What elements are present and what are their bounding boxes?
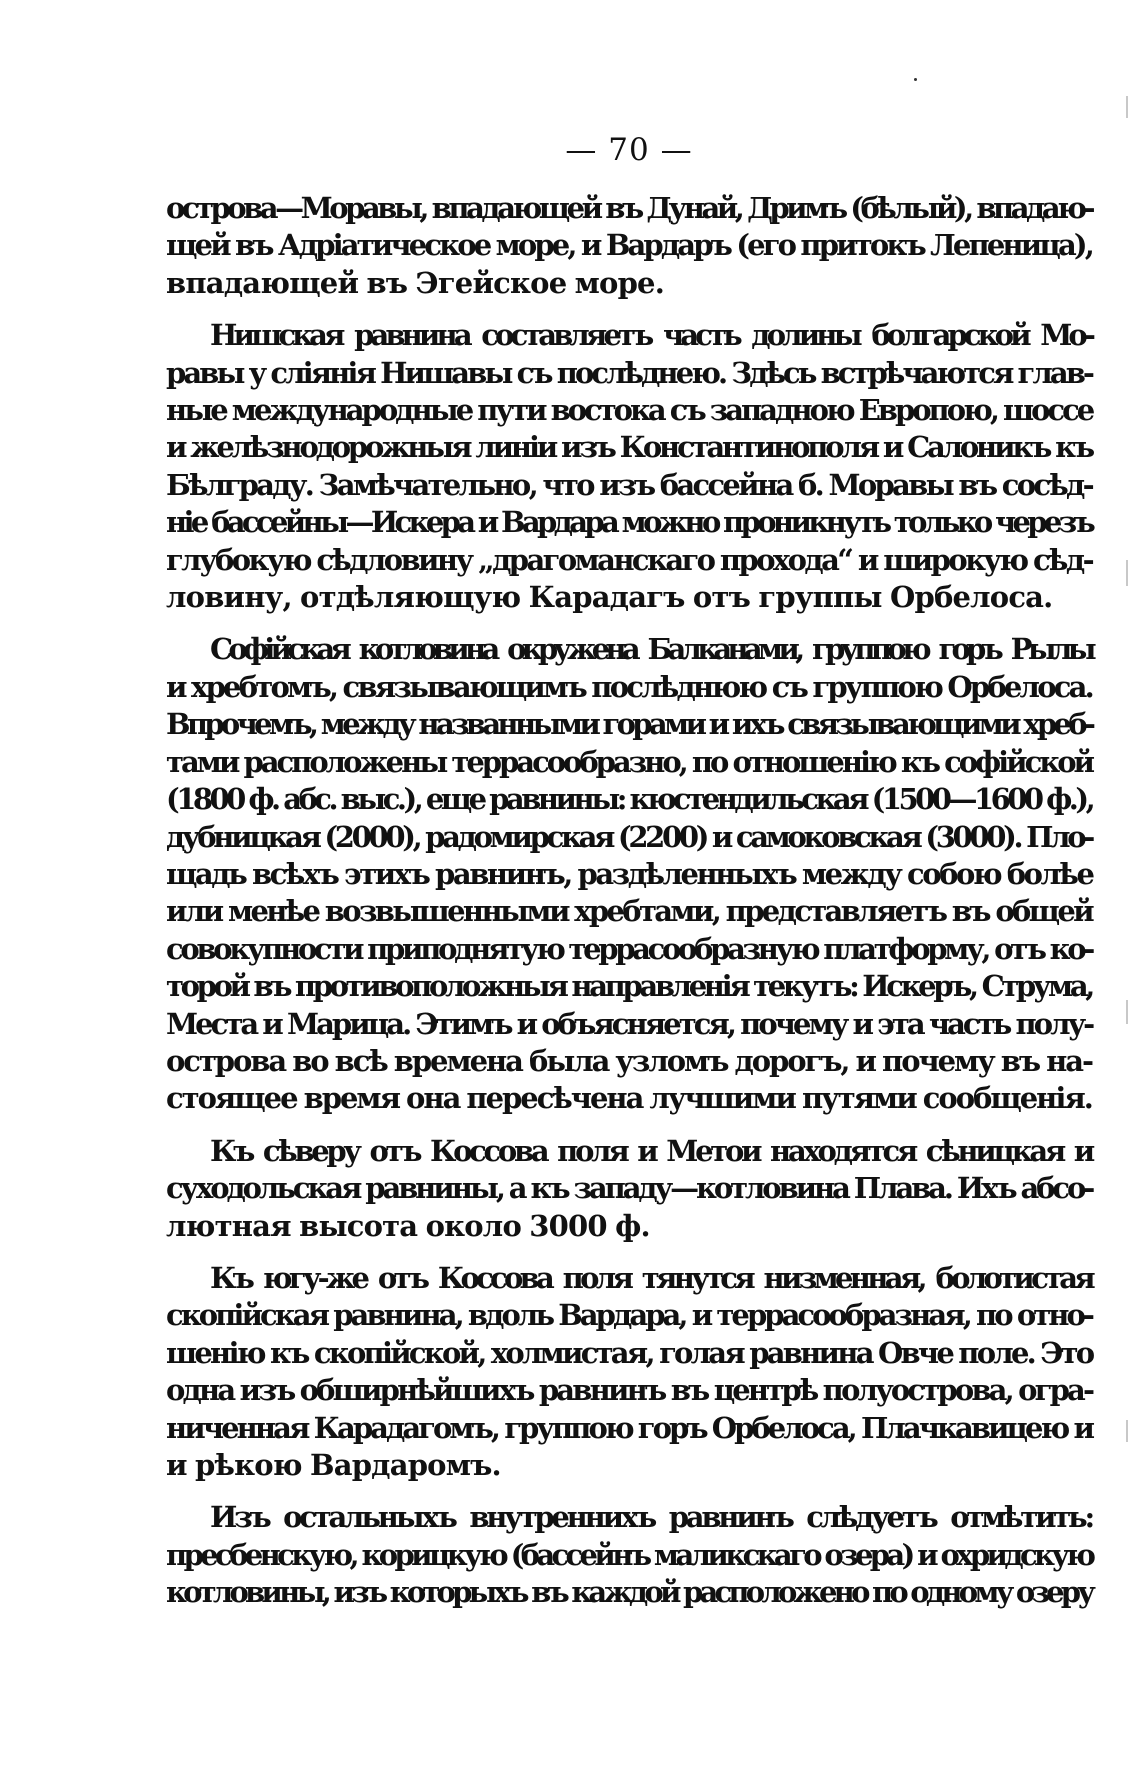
paragraph bbox=[166, 317, 1092, 616]
page-number: — 70 — bbox=[565, 132, 693, 168]
text-line: острова во всѣ времена была узломъ дорогъ, и почему въ на- bbox=[166, 1043, 1092, 1078]
text-line: Места и Марица. Этимъ и объясняется, почему и эта часть полу- bbox=[166, 1006, 1093, 1041]
text-line: щадь всѣхъ этихъ равнинъ, раздѣленныхъ между собою болѣе bbox=[166, 856, 1093, 891]
text-line: равы у слiянiя Нишавы съ послѣднею. Здѣсь встрѣчаются глав- bbox=[166, 355, 1092, 390]
text-line: лютная высота около 3000 ф. bbox=[166, 1208, 650, 1243]
text-line: Софiйская котловина окружена Балканами, группою горъ Рылы bbox=[210, 632, 1092, 667]
paragraph bbox=[166, 1499, 1092, 1611]
text-line: острова—Моравы, впадающей въ Дунай, Дримъ (бѣлый), впадаю- bbox=[166, 191, 1092, 225]
text-line: котловины, изъ которыхъ въ каждой расположено по одному озеру bbox=[166, 1575, 1092, 1610]
text-line: или менѣе возвышенными хребтами, представляетъ въ общей bbox=[166, 894, 1092, 929]
paragraph bbox=[166, 1133, 1092, 1245]
text-line: совокупности приподнятую террасообразную платформу, отъ ко- bbox=[166, 931, 1092, 966]
text-line: скопiйская равнина, вдоль Вардара, и террасообразная, по отно- bbox=[166, 1298, 1093, 1333]
text-line: Изъ остальныхъ внутреннихъ равнинъ слѣдуетъ отмѣтить: bbox=[210, 1500, 1092, 1535]
text-line: ниченная Карадагомъ, группою горъ Орбелоса, Плачкавицею и bbox=[166, 1410, 1092, 1445]
text-line: ловину, отдѣляющую Карадагъ отъ группы Орбелоса. bbox=[166, 580, 1053, 615]
text-line: и хребтомъ, связывающимъ послѣднюю съ группою Орбелоса. bbox=[166, 669, 1092, 704]
text-line: дубницкая (2000), радомирская (2200) и самоковская (3000). Пло- bbox=[166, 819, 1092, 854]
text-line: пресбенскую, корицкую (бассейнъ маликскаго озера) и охридскую bbox=[166, 1537, 1093, 1572]
text-line: и желѣзнодорожныя линiи изъ Константинополя и Салоникъ къ bbox=[166, 430, 1092, 465]
paragraph bbox=[166, 190, 1092, 302]
text-line: Впрочемъ, между названными горами и ихъ связывающими хреб- bbox=[166, 707, 1093, 742]
paragraph bbox=[166, 1260, 1092, 1484]
text-line: суходольская равнины, а къ западу—котловина Плава. Ихъ абсо- bbox=[166, 1171, 1093, 1206]
text-line: Нишская равнина составляетъ часть долины болгарской Мо- bbox=[210, 318, 1092, 353]
print-speck bbox=[914, 78, 917, 81]
text-line: Къ югу-же отъ Коссова поля тянутся низменная, болотистая bbox=[210, 1260, 1092, 1295]
text-line: ные международные пути востока съ западною Европою, шоссе bbox=[166, 393, 1093, 428]
text-line: стоящее время она пересѣчена лучшими путями сообщенiя. bbox=[166, 1081, 1092, 1116]
text-line: нiе бассейны—Искера и Вардара можно проникнуть только черезъ bbox=[166, 505, 1093, 540]
text-line: Бѣлграду. Замѣчательно, что изъ бассейна б. Моравы въ сосѣд- bbox=[166, 467, 1092, 502]
text-line: Къ сѣверу отъ Коссова поля и Метои находятся сѣницкая и bbox=[210, 1133, 1092, 1168]
text-line: щей въ Адріатическое море, и Вардаръ (его притокъ Лепеница), bbox=[166, 228, 1092, 263]
text-line: торой въ противоположныя направленiя текутъ: Искеръ, Струма, bbox=[166, 969, 1092, 1004]
paragraph bbox=[166, 631, 1092, 1117]
document-page bbox=[166, 130, 1092, 1627]
edge-mark bbox=[1126, 560, 1128, 586]
text-line: глубокую сѣдловину „драгоманскаго прохода“ и широкую сѣд- bbox=[166, 542, 1092, 577]
text-line: шенiю къ скопiйской, холмистая, голая равнина Овче поле. Это bbox=[166, 1335, 1093, 1370]
text-line: тами расположены террасообразно, по отношенiю къ софiйской bbox=[166, 744, 1092, 779]
edge-mark bbox=[1126, 96, 1128, 118]
text-line: одна изъ обширнѣйшихъ равнинъ въ центрѣ полуострова, огра- bbox=[166, 1373, 1093, 1408]
edge-mark bbox=[1126, 1420, 1128, 1442]
text-line: (1800 ф. абс. выс.), еще равнины: кюстендильская (1500—1600 ф.), bbox=[166, 782, 1093, 817]
edge-mark bbox=[1126, 1000, 1128, 1024]
text-line: и рѣкою Вардаромъ. bbox=[166, 1448, 501, 1482]
text-line: впадающей въ Эгейское море. bbox=[166, 265, 664, 300]
